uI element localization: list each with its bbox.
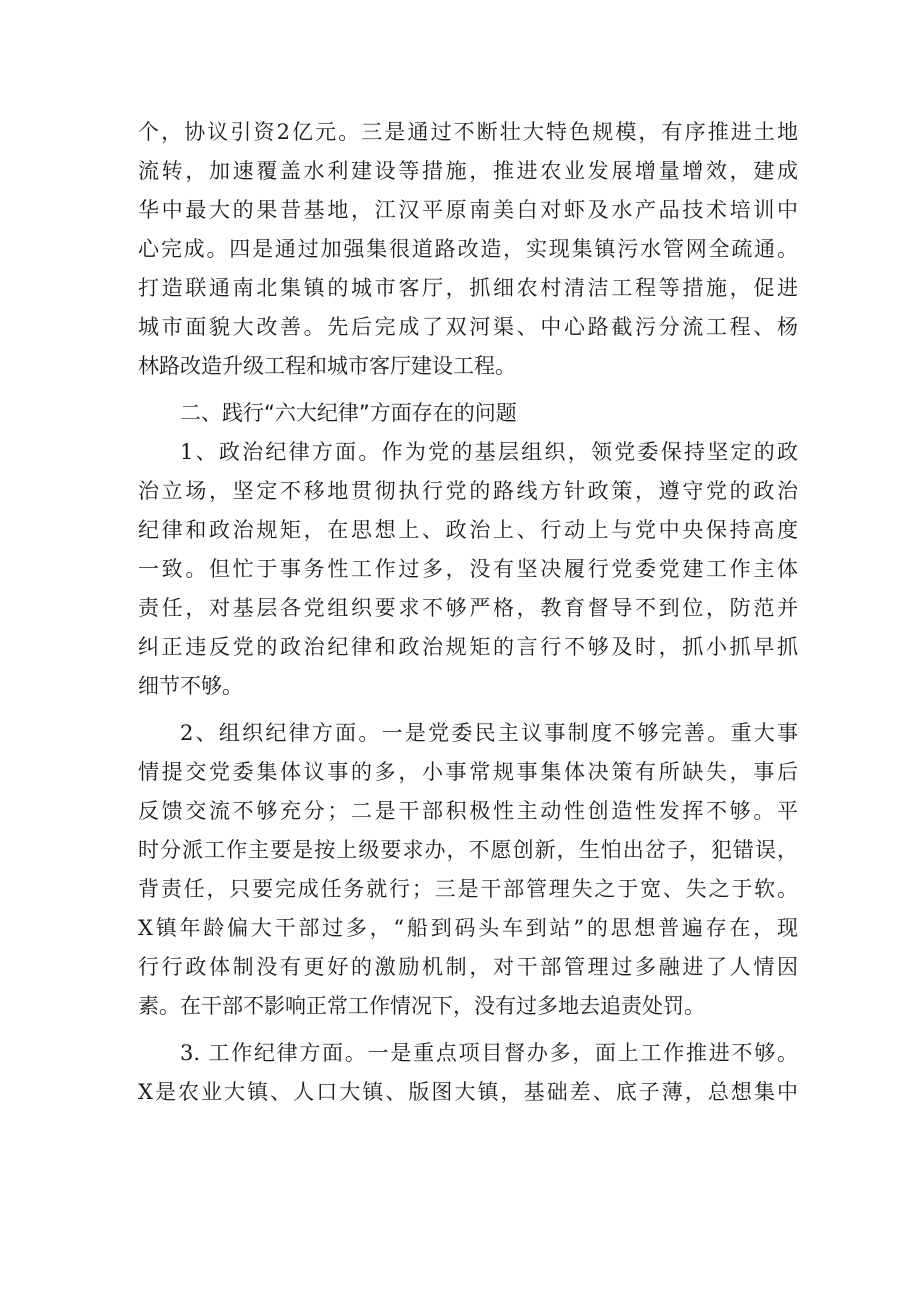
body-line: 华中最大的果昔基地，江汉平原南美白对虾及水产品技术培训中 bbox=[138, 198, 798, 222]
body-line: 情提交党委集体议事的多，小事常规事集体决策有所缺失，事后 bbox=[138, 760, 798, 784]
document-page bbox=[138, 113, 798, 1112]
body-line: 心完成。四是通过加强集很道路改造，实现集镇污水管网全疏通。 bbox=[138, 237, 798, 261]
paragraph-first-line: 3. 工作纪律方面。一是重点项目督办多，面上工作推进不够。 bbox=[180, 1041, 798, 1065]
body-line: 打造联通南北集镇的城市客厅，抓细农村清洁工程等措施，促进 bbox=[138, 276, 798, 300]
body-line: 时分派工作主要是按上级要求办，不愿创新，生怕出岔子，犯错误， bbox=[138, 838, 798, 862]
body-line: X是农业大镇、人口大镇、版图大镇，基础差、底子薄，总想集中 bbox=[138, 1080, 798, 1104]
body-line: 背责任，只要完成任务就行；三是干部管理失之于宽、失之于软。 bbox=[138, 877, 798, 901]
body-line: 个，协议引资2亿元。三是通过不断壮大特色规模，有序推进土地 bbox=[138, 120, 798, 144]
body-line: 纪律和政治规矩，在思想上、政治上、行动上与党中央保持高度 bbox=[138, 518, 798, 542]
body-line: 行行政体制没有更好的激励机制，对干部管理过多融进了人情因 bbox=[138, 955, 798, 979]
body-line: 林路改造升级工程和城市客厅建设工程。 bbox=[138, 354, 516, 378]
paragraph-first-line: 2、组织纪律方面。一是党委民主议事制度不够完善。重大事 bbox=[180, 721, 798, 745]
body-line: 城市面貌大改善。先后完成了双河渠、中心路截污分流工程、杨 bbox=[138, 315, 798, 339]
body-line: X镇年龄偏大干部过多，“船到码头车到站”的思想普遍存在，现 bbox=[138, 916, 798, 940]
body-line: 治立场，坚定不移地贯彻执行党的路线方针政策，遵守党的政治 bbox=[138, 479, 798, 503]
body-line: 纠正违反党的政治纪律和政治规矩的言行不够及时，抓小抓早抓 bbox=[138, 635, 798, 659]
body-line: 反馈交流不够充分；二是干部积极性主动性创造性发挥不够。平 bbox=[138, 799, 798, 823]
paragraph-first-line: 1、政治纪律方面。作为党的基层组织，领党委保持坚定的政 bbox=[180, 440, 798, 464]
body-line: 细节不够。 bbox=[138, 674, 243, 698]
body-line: 流转，加速覆盖水利建设等措施，推进农业发展增量增效，建成 bbox=[138, 159, 798, 183]
section-heading: 二、践行“六大纪律”方面存在的问题 bbox=[180, 401, 517, 425]
body-line: 责任，对基层各党组织要求不够严格，教育督导不到位，防范并 bbox=[138, 596, 798, 620]
body-line: 素。在干部不影响正常工作情况下，没有过多地去追责处罚。 bbox=[138, 994, 705, 1018]
body-line: 一致。但忙于事务性工作过多，没有坚决履行党委党建工作主体 bbox=[138, 557, 798, 581]
